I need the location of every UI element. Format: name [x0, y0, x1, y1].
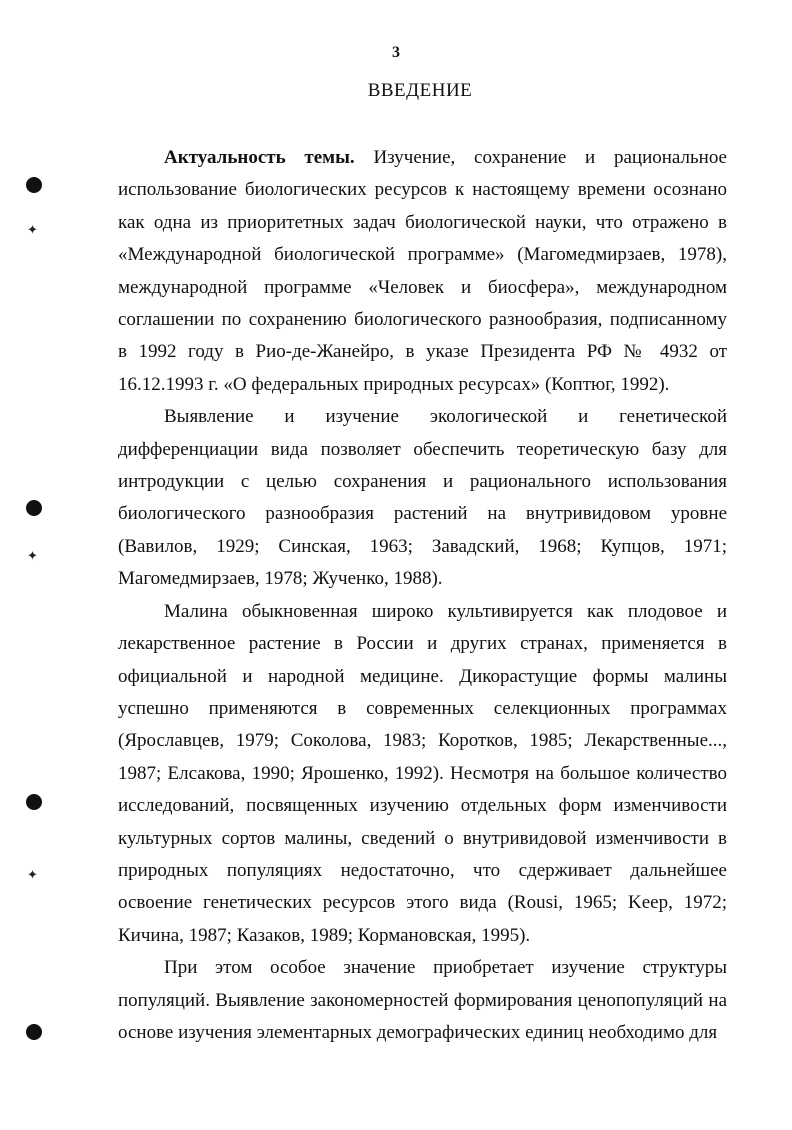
page-number: 3 [392, 44, 400, 61]
paragraph-lead: Актуальность темы. [164, 147, 355, 168]
binding-mark-icon: ✦ [27, 548, 38, 563]
binding-hole [26, 177, 42, 193]
page-title: ВВЕДЕНИЕ [367, 80, 473, 101]
paragraph-differentiation: Выявление и изучение экологической и генетической дифференциации вида позволяет обеспечить теоретическую базу для интродукции с целью сохранения и рационального использования биологического разнообразия растений на внутривидовом уровне (Вавилов, 1929; Синская, 1963; Завадский, 1968; Купцов, 1971; Магомедмирзаев, 1978; Жученко, 1988). [118, 406, 727, 590]
binding-hole [26, 1024, 42, 1040]
binding-hole [26, 500, 42, 516]
document-body [118, 142, 727, 1049]
paragraph-relevance [118, 142, 727, 401]
paragraph-raspberry: Малина обыкновенная широко культивируется как плодовое и лекарственное растение в России и других странах, применяется в официальной и народной медицине. Дикорастущие формы малины успешно применяются в современных селекционных программах (Ярославцев, 1979; Соколова, 1983; Коротков, 1985; Лекарственные..., 1987; Елсакова, 1990; Ярошенко, 1992). Несмотря на большое количество исследований, посвященных изучению отдельных форм изменчивости культурных сортов малины, сведений о внутривидовой изменчивости в природных популяциях недостаточно, что сдерживает дальнейшее освоение генетических ресурсов этого вида (Rousi, 1965; Keep, 1972; Кичина, 1987; Казаков, 1989; Кормановская, 1995). [118, 600, 727, 946]
paragraph-text: Изучение, сохранение и рациональное использование биологических ресурсов к настоящему времени осознано как одна из приоритетных задач биологической науки, что отражено в «Международной биологической программе» (Магомедмирзаев, 1978), международной программе «Человек и биосфера», международном соглашении по сохранению биологического разнообразия, подписанному в 1992 году в Рио-де-Жанейро, в указе Президента РФ № 4932 от 16.12.1993 г. «О федеральных природных ресурсах» (Коптюг, 1992). [118, 147, 727, 395]
paragraph-populations: При этом особое значение приобретает изучение структуры популяций. Выявление закономерностей формирования ценопопуляций на основе изучения элементарных демографических единиц необходимо для [118, 957, 727, 1043]
binding-hole [26, 794, 42, 810]
binding-mark-icon: ✦ [27, 867, 38, 882]
binding-mark-icon: ✦ [27, 222, 38, 237]
